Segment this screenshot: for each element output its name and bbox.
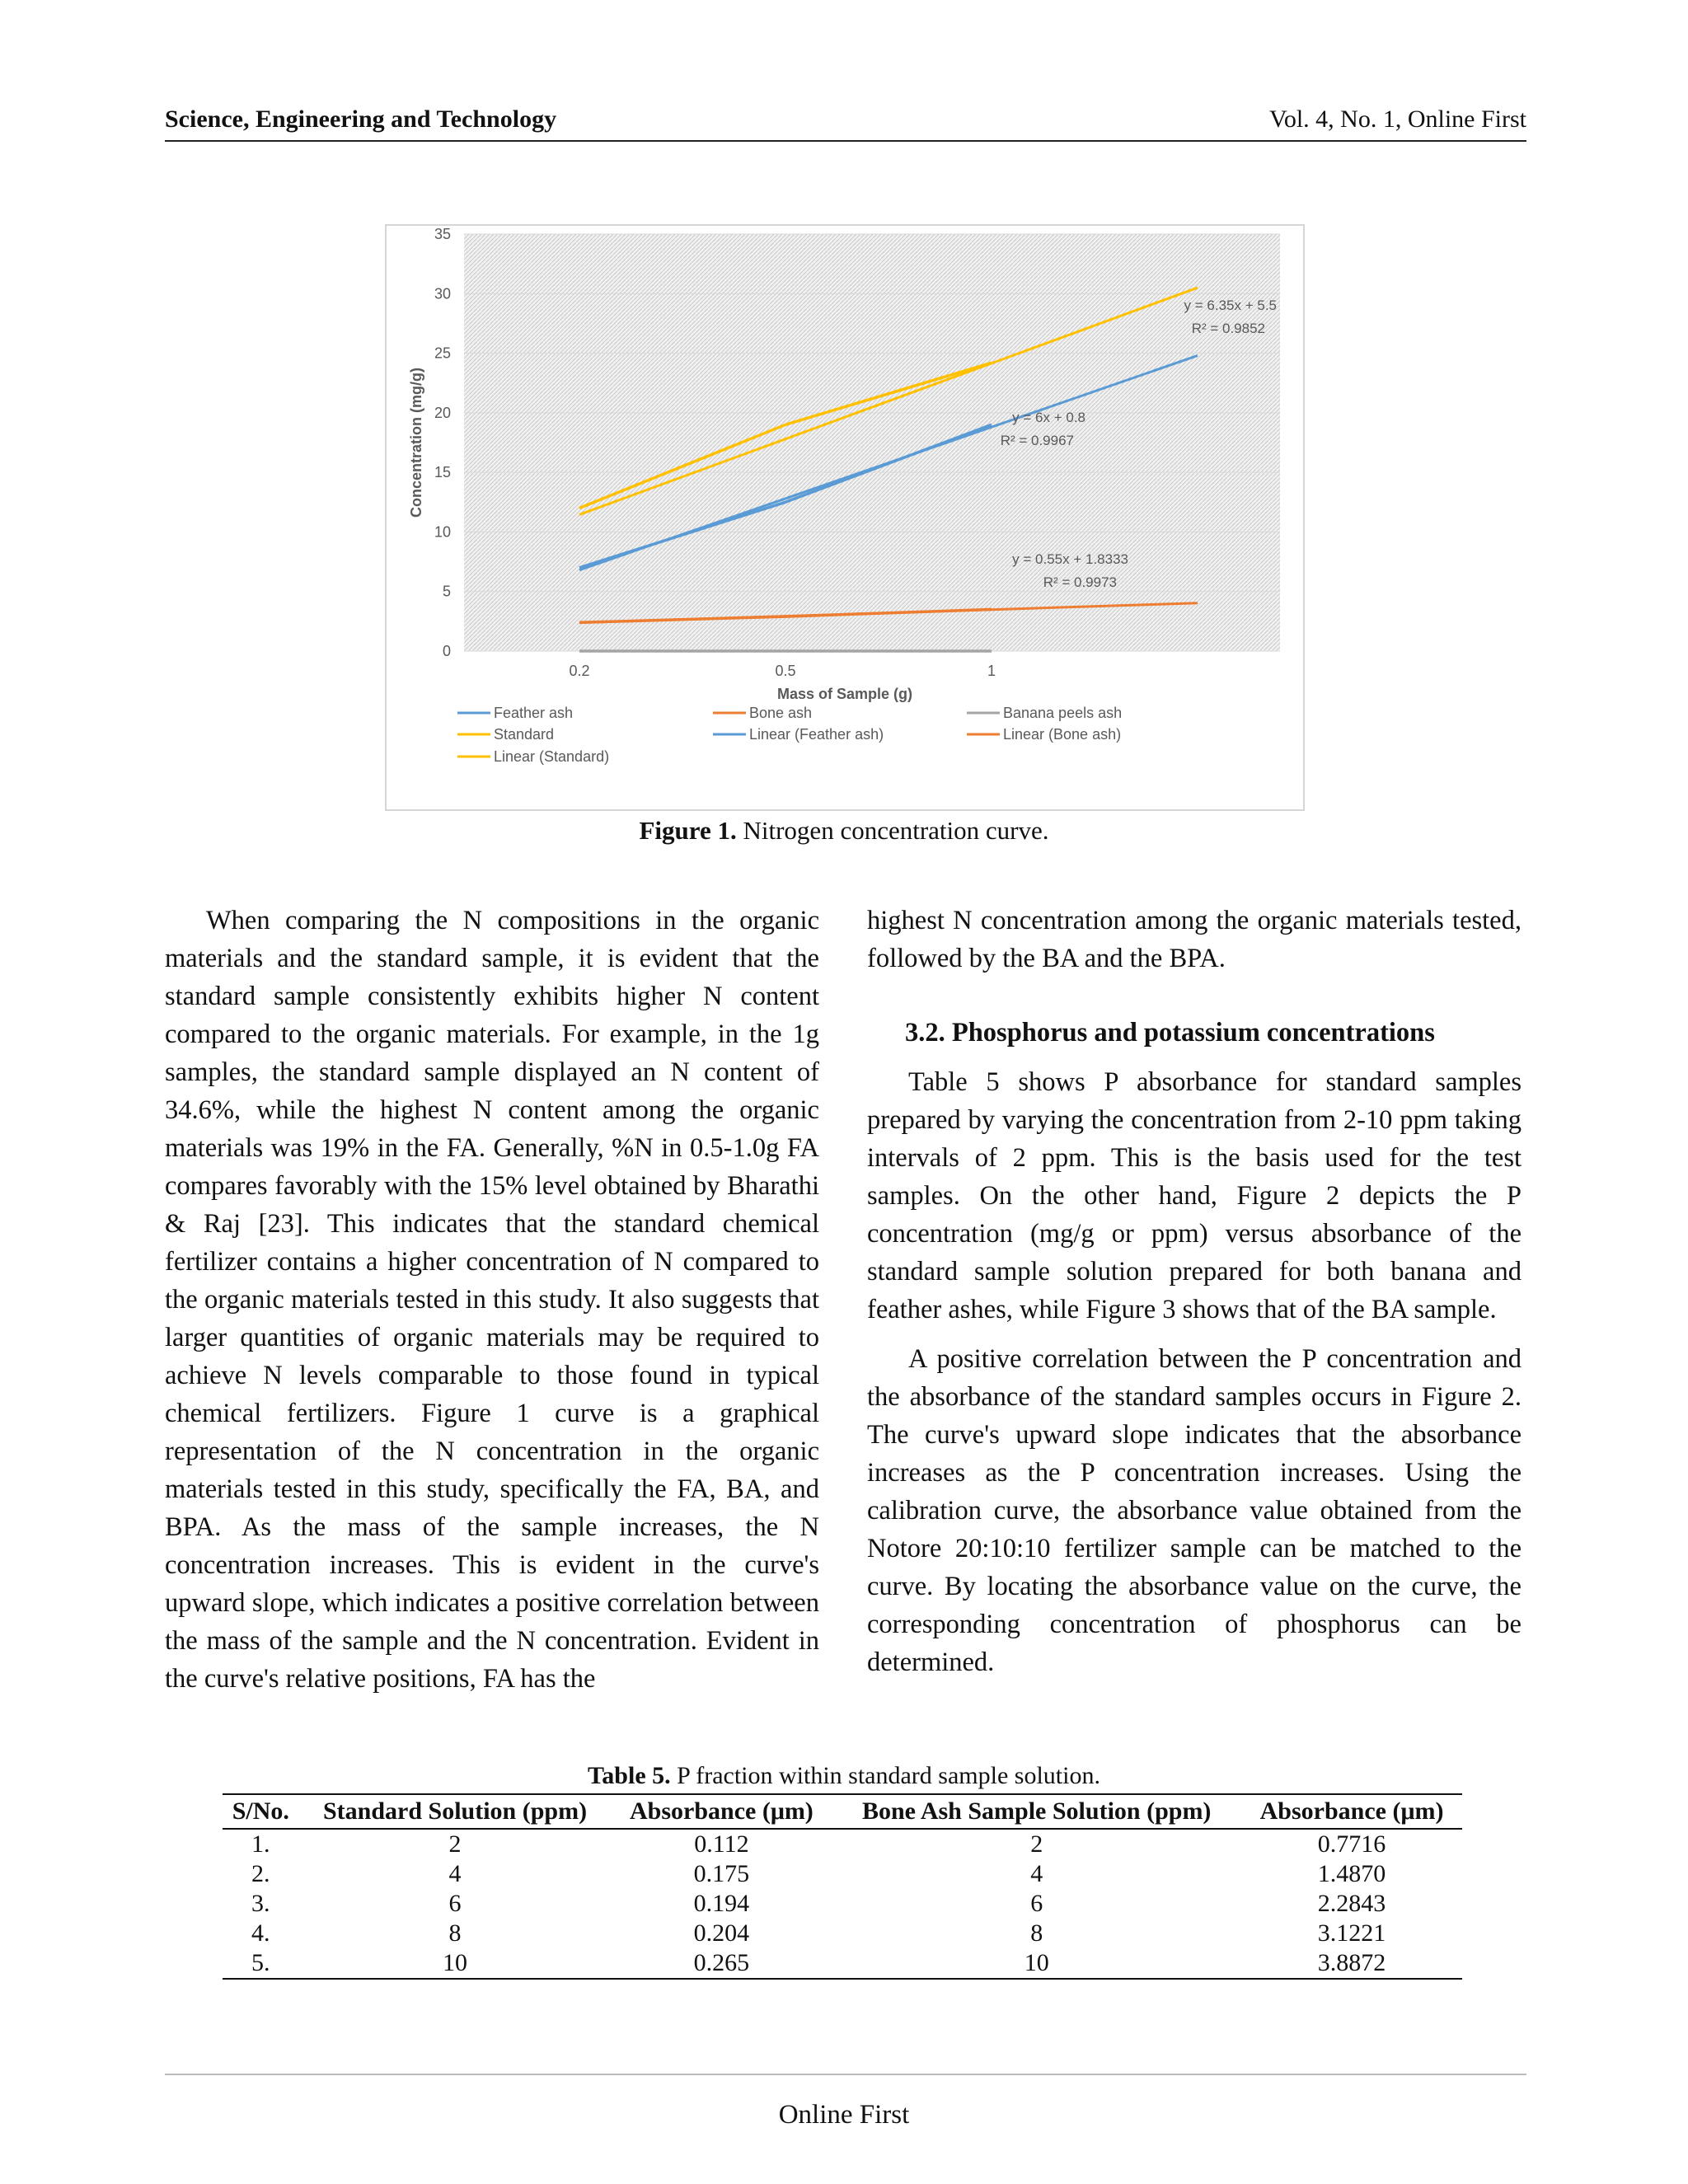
legend-entry: Banana peels ash	[1003, 705, 1123, 721]
table-cell: 0.194	[693, 1890, 750, 1917]
table-cell: 10	[299, 1948, 612, 1979]
table-caption-label: Table 5.	[588, 1762, 671, 1789]
footer-divider	[165, 2074, 1526, 2075]
legend-entry: Standard	[494, 726, 555, 743]
running-header	[165, 104, 1526, 142]
table-row	[223, 1829, 1462, 1859]
table-row	[223, 1948, 1462, 1979]
regression-equation: y = 0.55x + 1.8333	[1012, 551, 1128, 567]
regression-equation: y = 6.35x + 5.5	[1184, 298, 1277, 313]
table-cell: 0.265	[611, 1948, 832, 1979]
r-squared-label: R² = 0.9852	[1191, 321, 1265, 336]
legend-entry: Linear (Standard)	[494, 748, 610, 765]
x-tick-label: 0.2	[569, 663, 590, 679]
table-cell: 3.	[251, 1890, 270, 1917]
table-cell: 2.2843	[1317, 1890, 1386, 1917]
y-tick-label: 0	[442, 643, 451, 659]
y-tick-label: 5	[442, 583, 451, 600]
table-cell: 3.1221	[1317, 1919, 1386, 1947]
table-row	[223, 1859, 1462, 1889]
x-tick-label: 1	[987, 663, 996, 679]
table-cell: 0.7716	[1317, 1830, 1386, 1858]
x-axis-label: Mass of Sample (g)	[776, 686, 913, 702]
table-cell: 6	[1030, 1890, 1043, 1917]
y-tick-label: 20	[434, 404, 451, 421]
left-column	[165, 902, 819, 1698]
page-footer: Online First	[778, 2100, 910, 2130]
body-paragraph: A positive correlation between the P concentration and the absorbance of the standard samples occurs in Figure 2. The curve's upward slope indicates that the absorbance increases as the P concentration increases. Using the calibration curve, the absorbance value obtained from the Notore 20:10:10 fertilizer sample can be matched to the curve. By locating the absorbance value on the curve, the corresponding concentration of phosphorus can be determined.	[867, 1344, 1522, 1677]
r-squared-label: R² = 0.9973	[1043, 574, 1117, 590]
data-table	[223, 1793, 1462, 1980]
y-tick-label: 30	[434, 285, 451, 302]
table-header-row	[223, 1794, 1462, 1829]
column-header: Standard Solution (ppm)	[299, 1794, 612, 1829]
table-caption	[0, 1762, 1688, 1790]
table-cell: 4	[448, 1860, 462, 1887]
y-axis-label: Concentration (mg/g)	[408, 368, 424, 518]
table-cell: 10	[832, 1948, 1241, 1979]
figure-caption-label: Figure 1.	[639, 816, 737, 845]
column-header: Bone Ash Sample Solution (ppm)	[832, 1794, 1241, 1829]
body-paragraph: When comparing the N compositions in the organic materials and the standard sample, it is evident that the standard sample consistently exhibits higher N content compared to the organic materials. For example, in the 1g samples, the standard sample displayed an N content of 34.6%, while the highest N content among the organic materials was 19% in the FA. Generally, %N in 0.5-1.0g FA compares favorably with the 15% level obtained by Bharathi & Raj [23]. This indicates that the standard chemical fertilizer contains a higher concentration of N compared to the organic materials tested in this study. It also suggests that larger quantities of organic materials may be required to achieve N levels comparable to those found in typical chemical fertilizers. Figure 1 curve is a graphical representation of the N concentration in the organic materials tested in this study, specifically the FA, BA, and BPA. As the mass of the sample increases, the N concentration increases. This is evident in the curve's upward slope, which indicates a positive correlation between the mass of the sample and the N concentration. Evident in the curve's relative positions, FA has the	[165, 906, 819, 1694]
section-heading: 3.2. Phosphorus and potassium concentrations	[905, 1018, 1435, 1047]
regression-equation: y = 6x + 0.8	[1012, 410, 1085, 425]
table-row	[223, 1919, 1462, 1948]
table-row	[223, 1889, 1462, 1919]
table-cell: 0.112	[694, 1830, 749, 1858]
figure-caption-text: Nitrogen concentration curve.	[743, 816, 1049, 845]
table-cell: 1.4870	[1317, 1860, 1386, 1887]
legend-entry: Feather ash	[494, 705, 574, 721]
column-header: S/No.	[223, 1794, 299, 1829]
table-cell: 0.175	[693, 1860, 750, 1887]
table-cell: 4	[1030, 1860, 1043, 1887]
legend-entry: Bone ash	[749, 705, 813, 721]
table-cell: 0.204	[693, 1919, 750, 1947]
plot-area	[464, 234, 1280, 651]
table-cell: 2	[448, 1830, 462, 1858]
table-cell: 2.	[251, 1860, 270, 1887]
legend-entry: Linear (Bone ash)	[1003, 726, 1122, 743]
column-header: Absorbance (μm)	[1241, 1794, 1462, 1829]
r-squared-label: R² = 0.9967	[1000, 433, 1074, 448]
table-cell: 1.	[251, 1830, 270, 1858]
table-cell: 8	[1030, 1919, 1043, 1947]
y-tick-label: 15	[434, 464, 451, 481]
y-tick-label: 35	[434, 226, 451, 242]
column-header: Absorbance (μm)	[611, 1794, 832, 1829]
y-tick-label: 10	[434, 523, 451, 541]
volume-info: Vol. 4, No. 1, Online First	[1269, 105, 1526, 133]
right-column	[867, 902, 1522, 1681]
table-cell: 5.	[223, 1948, 299, 1979]
table-cell: 3.8872	[1241, 1948, 1462, 1979]
body-paragraph: Table 5 shows P absorbance for standard samples prepared by varying the concentration from 2-10 ppm taking intervals of 2 ppm. This is the basis used for the test samples. On the other hand, Figure 2 depicts the P concentration (mg/g or ppm) versus absorbance of the standard sample solution prepared for both banana and feather ashes, while Figure 3 shows that of the BA sample.	[867, 1067, 1522, 1324]
body-paragraph: highest N concentration among the organic materials tested, followed by the BA and the BPA.	[867, 906, 1522, 973]
nitrogen-chart	[387, 226, 1303, 809]
table-cell: 4.	[251, 1919, 270, 1947]
table-cell: 2	[1030, 1830, 1043, 1858]
table-cell: 6	[448, 1890, 462, 1917]
x-tick-label: 0.5	[775, 663, 796, 679]
y-tick-label: 25	[434, 344, 451, 362]
legend-entry: Linear (Feather ash)	[749, 726, 884, 743]
table-caption-text: P fraction within standard sample solution.	[677, 1762, 1100, 1789]
figure-caption	[0, 816, 1688, 846]
figure-1	[385, 224, 1305, 811]
table-cell: 8	[448, 1919, 462, 1947]
journal-title: Science, Engineering and Technology	[165, 105, 557, 133]
